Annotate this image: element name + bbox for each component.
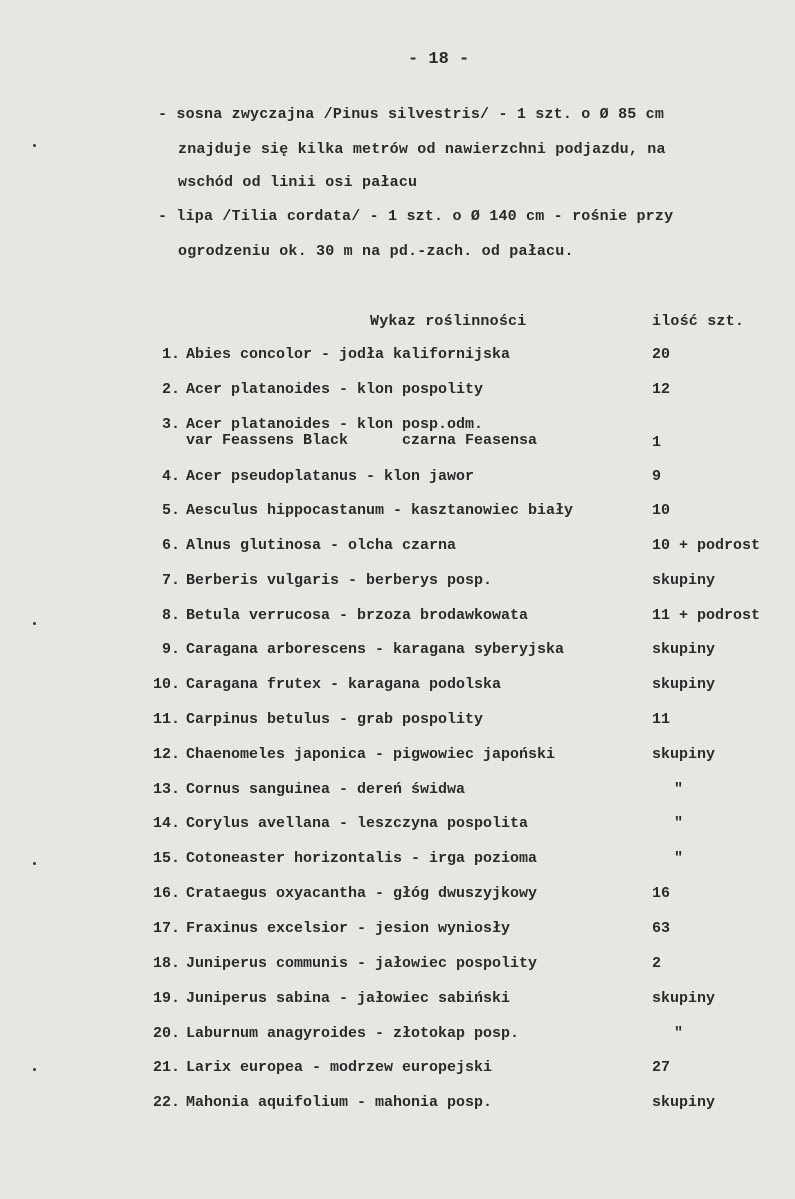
row-number: 11. bbox=[152, 711, 180, 728]
table-title: Wykaz roślinności bbox=[370, 313, 527, 330]
row-quantity: " bbox=[674, 781, 684, 798]
row-number: 19. bbox=[152, 990, 180, 1007]
row-quantity: 27 bbox=[652, 1059, 671, 1076]
row-quantity: skupiny bbox=[652, 572, 716, 589]
row-plant-name: Acer platanoides - klon pospolity bbox=[186, 381, 484, 398]
row-quantity: 1 bbox=[652, 434, 662, 451]
row-plant-variety: var Feassens Black czarna Feasensa bbox=[186, 432, 538, 449]
row-number: 22. bbox=[152, 1094, 180, 1111]
row-plant-name: Alnus glutinosa - olcha czarna bbox=[186, 537, 457, 554]
row-plant-name: Chaenomeles japonica - pigwowiec japoński bbox=[186, 746, 556, 763]
row-quantity: skupiny bbox=[652, 641, 716, 658]
row-number: 18. bbox=[152, 955, 180, 972]
row-quantity: 10 bbox=[652, 502, 671, 519]
row-quantity: " bbox=[674, 815, 684, 832]
row-plant-name: Carpinus betulus - grab pospolity bbox=[186, 711, 484, 728]
row-number: 4. bbox=[161, 468, 180, 485]
row-plant-name: Crataegus oxyacantha - głóg dwuszyjkowy bbox=[186, 885, 538, 902]
row-quantity: skupiny bbox=[652, 676, 716, 693]
row-plant-name: Caragana frutex - karagana podolska bbox=[186, 676, 502, 693]
row-quantity: 2 bbox=[652, 955, 662, 972]
intro-line: ogrodzeniu ok. 30 m na pd.-zach. od pałacu. bbox=[178, 243, 574, 260]
intro-line: znajduje się kilka metrów od nawierzchni podjazdu, na bbox=[178, 141, 666, 158]
row-quantity: 11 + podrost bbox=[652, 607, 761, 624]
row-plant-name: Laburnum anagyroides - złotokap posp. bbox=[186, 1025, 520, 1042]
intro-line: wschód od linii osi pałacu bbox=[178, 174, 418, 191]
row-number: 3. bbox=[161, 416, 180, 433]
table-quantity-header: ilość szt. bbox=[652, 313, 745, 330]
row-number: 20. bbox=[152, 1025, 180, 1042]
margin-mark bbox=[33, 862, 36, 865]
row-number: 15. bbox=[152, 850, 180, 867]
row-plant-name: Betula verrucosa - brzoza brodawkowata bbox=[186, 607, 529, 624]
row-quantity: 11 bbox=[652, 711, 671, 728]
row-quantity: 9 bbox=[652, 468, 662, 485]
row-number: 12. bbox=[152, 746, 180, 763]
row-plant-name: Larix europea - modrzew europejski bbox=[186, 1059, 493, 1076]
row-quantity: skupiny bbox=[652, 1094, 716, 1111]
row-plant-name: Acer platanoides - klon posp.odm. bbox=[186, 416, 484, 433]
row-number: 8. bbox=[161, 607, 180, 624]
margin-mark bbox=[33, 1068, 36, 1071]
intro-line: - sosna zwyczajna /Pinus silvestris/ - 1 szt. o Ø 85 cm bbox=[158, 106, 665, 123]
row-quantity: 10 + podrost bbox=[652, 537, 761, 554]
row-number: 5. bbox=[161, 502, 180, 519]
row-plant-name: Aesculus hippocastanum - kasztanowiec biały bbox=[186, 502, 574, 519]
margin-mark bbox=[33, 622, 36, 625]
row-quantity: 20 bbox=[652, 346, 671, 363]
row-quantity: " bbox=[674, 1025, 684, 1042]
row-plant-name: Cornus sanguinea - dereń świdwa bbox=[186, 781, 466, 798]
row-number: 21. bbox=[152, 1059, 180, 1076]
row-number: 9. bbox=[161, 641, 180, 658]
row-quantity: 12 bbox=[652, 381, 671, 398]
row-plant-name: Mahonia aquifolium - mahonia posp. bbox=[186, 1094, 493, 1111]
intro-line: - lipa /Tilia cordata/ - 1 szt. o Ø 140 cm - rośnie przy bbox=[158, 208, 674, 225]
row-quantity: skupiny bbox=[652, 746, 716, 763]
row-number: 7. bbox=[161, 572, 180, 589]
row-number: 16. bbox=[152, 885, 180, 902]
row-plant-name: Juniperus sabina - jałowiec sabiński bbox=[186, 990, 511, 1007]
row-quantity: 16 bbox=[652, 885, 671, 902]
row-plant-name: Juniperus communis - jałowiec pospolity bbox=[186, 955, 538, 972]
row-quantity: " bbox=[674, 850, 684, 867]
row-plant-name: Acer pseudoplatanus - klon jawor bbox=[186, 468, 475, 485]
row-number: 17. bbox=[152, 920, 180, 937]
row-number: 10. bbox=[152, 676, 180, 693]
margin-mark bbox=[33, 144, 36, 147]
row-plant-name: Caragana arborescens - karagana syberyjska bbox=[186, 641, 565, 658]
row-plant-name: Corylus avellana - leszczyna pospolita bbox=[186, 815, 529, 832]
row-number: 1. bbox=[161, 346, 180, 363]
row-number: 14. bbox=[152, 815, 180, 832]
page-number: - 18 - bbox=[408, 50, 470, 69]
row-number: 13. bbox=[152, 781, 180, 798]
row-number: 2. bbox=[161, 381, 180, 398]
row-plant-name: Abies concolor - jodła kalifornijska bbox=[186, 346, 511, 363]
row-number: 6. bbox=[161, 537, 180, 554]
row-quantity: 63 bbox=[652, 920, 671, 937]
row-quantity: skupiny bbox=[652, 990, 716, 1007]
row-plant-name: Berberis vulgaris - berberys posp. bbox=[186, 572, 493, 589]
row-plant-name: Cotoneaster horizontalis - irga pozioma bbox=[186, 850, 538, 867]
row-plant-name: Fraxinus excelsior - jesion wyniosły bbox=[186, 920, 511, 937]
